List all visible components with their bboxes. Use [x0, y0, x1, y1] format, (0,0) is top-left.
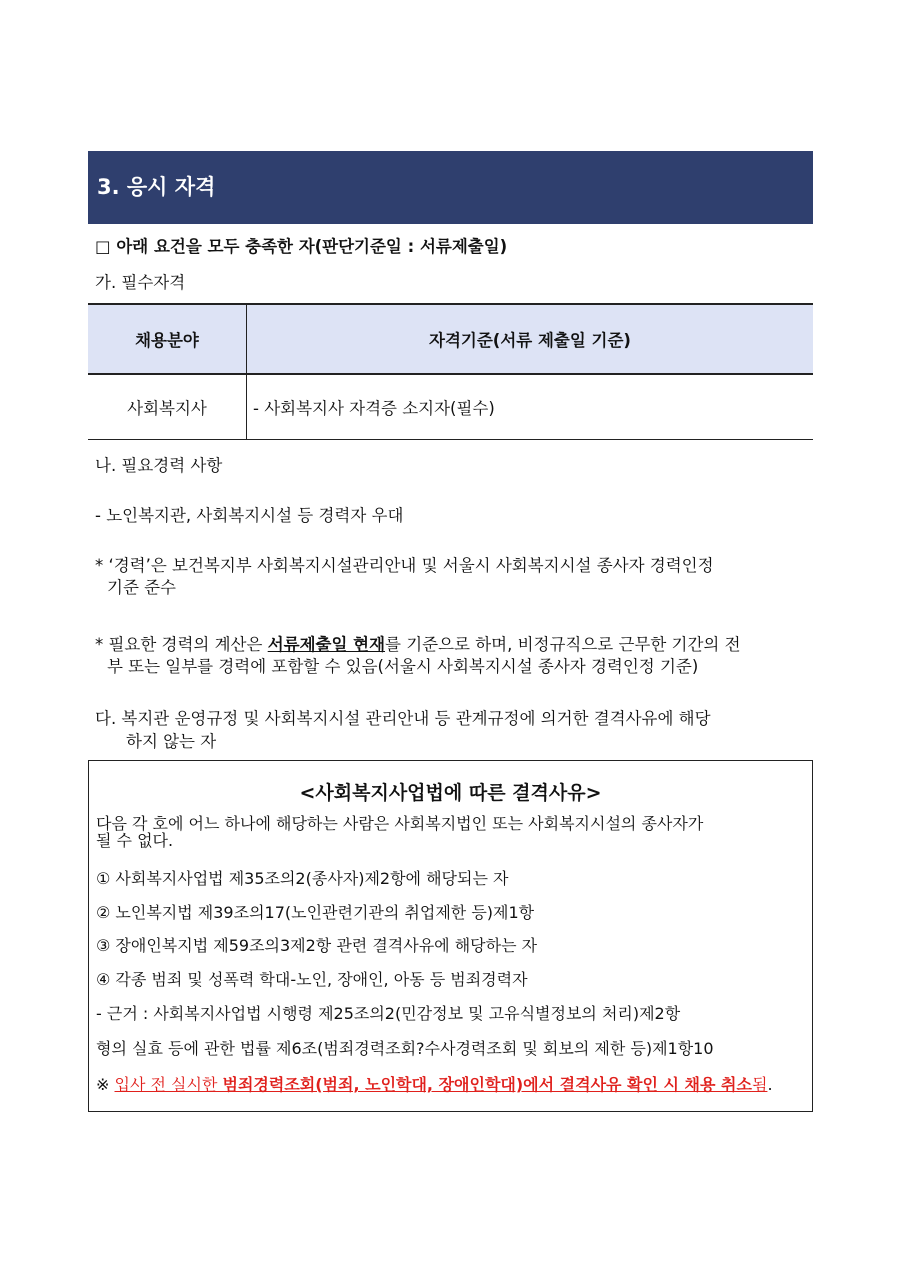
disqualification-box — [88, 760, 813, 1112]
box-item-3: ③ 장애인복지법 제59조의3제2항 관련 결격사유에 해당하는 자 — [96, 936, 538, 955]
box-intro-line1: 다음 각 호에 어느 하나에 해당하는 사람은 사회복지법인 또는 사회복지시설의 종사자가 — [96, 814, 704, 833]
experience-note2-line1 — [95, 634, 741, 656]
warning-part1: 입사 전 실시한 — [114, 1075, 223, 1094]
warning-bold: 범죄경력조회(범죄, 노인학대, 장애인학대)에서 결격사유 확인 시 채용 취소 — [222, 1075, 752, 1094]
disqualification-heading-line1: 다. 복지관 운영규정 및 사회복지시설 관리안내 등 관계규정에 의거한 결격사유에 해당 — [95, 709, 711, 728]
table-row — [88, 374, 813, 440]
box-title: <사회복지사업법에 따른 결격사유> — [299, 782, 602, 804]
warning-end: . — [767, 1075, 773, 1094]
section-title-bar — [88, 151, 813, 224]
experience-note1-line1: * ‘경력’은 보건복지부 사회복지시설관리안내 및 서울시 사회복지시설 종사자 경력인정 — [95, 556, 714, 575]
table-header-row — [88, 304, 813, 374]
table-cell-criteria: - 사회복지사 자격증 소지자(필수) — [247, 374, 814, 440]
note2-post: 를 기준으로 하며, 비정규직으로 근무한 기간의 전 — [385, 635, 741, 654]
table-header-criteria: 자격기준(서류 제출일 기준) — [247, 304, 814, 374]
warning-part2: 됨 — [751, 1075, 768, 1094]
box-warning — [96, 1074, 773, 1096]
note2-bold: 서류제출일 현재 — [267, 635, 386, 654]
requirement-line: □ 아래 요건을 모두 충족한 자(판단기준일 : 서류제출일) — [95, 237, 508, 256]
note2-pre: * 필요한 경력의 계산은 — [95, 635, 268, 654]
experience-heading: 나. 필요경력 사항 — [95, 456, 223, 475]
box-item-4: ④ 각종 범죄 및 성폭력 학대-노인, 장애인, 아동 등 범죄경력자 — [96, 970, 528, 989]
box-intro-line2: 될 수 없다. — [96, 831, 174, 850]
experience-item: - 노인복지관, 사회복지시설 등 경력자 우대 — [95, 506, 404, 525]
disqualification-heading-line2: 하지 않는 자 — [126, 732, 217, 751]
table-header-field: 채용분야 — [88, 304, 247, 374]
box-item-2: ② 노인복지법 제39조의17(노인관련기관의 취업제한 등)제1항 — [96, 903, 535, 922]
box-basis-line1: - 근거 : 사회복지사업법 시행령 제25조의2(민감정보 및 고유식별정보의 처리)제2항 — [96, 1004, 681, 1023]
qualification-table — [88, 303, 813, 440]
warning-mark: ※ — [96, 1075, 115, 1094]
experience-note1-line2: 기준 준수 — [107, 578, 177, 597]
experience-note2-line2: 부 또는 일부를 경력에 포함할 수 있음(서울시 사회복지시설 종사자 경력인정 기준) — [107, 657, 699, 676]
box-basis-line2: 형의 실효 등에 관한 법률 제6조(범죄경력조회?수사경력조회 및 회보의 제한 등)제1항10 — [96, 1039, 714, 1058]
essential-heading: 가. 필수자격 — [95, 273, 186, 292]
section-title: 3. 응시 자격 — [97, 175, 216, 199]
box-item-1: ① 사회복지사업법 제35조의2(종사자)제2항에 해당되는 자 — [96, 869, 509, 888]
table-cell-field: 사회복지사 — [88, 374, 247, 440]
